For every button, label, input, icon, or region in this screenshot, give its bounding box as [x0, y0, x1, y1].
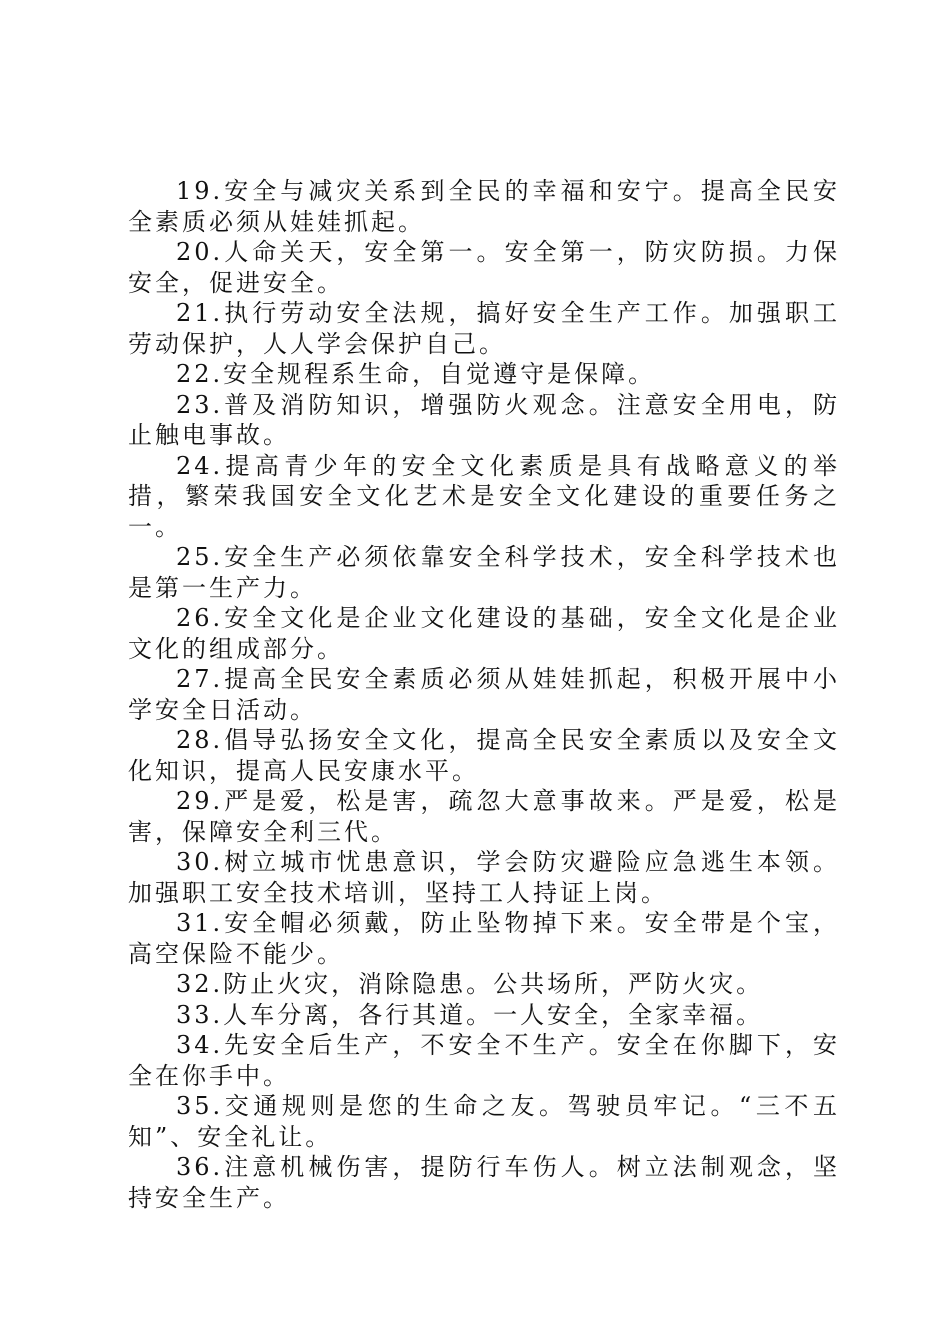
paragraph-27: 27.提高全民安全素质必须从娃娃抓起，积极开展中小学安全日活动。 — [128, 665, 840, 724]
paragraph-19: 19.安全与减灾关系到全民的幸福和安宁。提高全民安全素质必须从娃娃抓起。 — [128, 177, 840, 236]
paragraph-36: 36.注意机械伤害，提防行车伤人。树立法制观念，坚持安全生产。 — [128, 1153, 840, 1212]
paragraph-33: 33.人车分离，各行其道。一人安全，全家幸福。 — [176, 1000, 764, 1029]
paragraph-31: 31.安全帽必须戴，防止坠物掉下来。安全带是个宝，高空保险不能少。 — [128, 909, 840, 968]
paragraph-23: 23.普及消防知识，增强防火观念。注意安全用电，防止触电事故。 — [128, 390, 840, 449]
paragraph-26: 26.安全文化是企业文化建设的基础，安全文化是企业文化的组成部分。 — [128, 604, 840, 663]
paragraph-20: 20.人命关天，安全第一。安全第一，防灾防损。力保安全，促进安全。 — [128, 238, 840, 297]
paragraph-30: 30.树立城市忧患意识，学会防灾避险应急逃生本领。加强职工安全技术培训，坚持工人持证上岗。 — [128, 848, 840, 907]
paragraph-28: 28.倡导弘扬安全文化，提高全民安全素质以及安全文化知识，提高人民安康水平。 — [128, 726, 840, 785]
paragraph-34: 34.先安全后生产，不安全不生产。安全在你脚下，安全在你手中。 — [128, 1031, 840, 1090]
paragraph-29: 29.严是爱，松是害，疏忽大意事故来。严是爱，松是害，保障安全利三代。 — [128, 787, 840, 846]
paragraph-35: 35.交通规则是您的生命之友。驾驶员牢记。“三不五知”、安全礼让。 — [128, 1092, 840, 1151]
paragraph-32: 32.防止火灾，消除隐患。公共场所，严防火灾。 — [176, 970, 764, 998]
paragraph-24: 24.提高青少年的安全文化素质是具有战略意义的举措，繁荣我国安全文化艺术是安全文化建设的重要任务之一。 — [128, 451, 840, 541]
document-body — [128, 176, 840, 1213]
paragraph-22: 22.安全规程系生命，自觉遵守是保障。 — [176, 360, 656, 388]
paragraph-21: 21.执行劳动安全法规，搞好安全生产工作。加强职工劳动保护，人人学会保护自己。 — [128, 299, 840, 358]
paragraph-25: 25.安全生产必须依靠安全科学技术，安全科学技术也是第一生产力。 — [128, 543, 840, 602]
